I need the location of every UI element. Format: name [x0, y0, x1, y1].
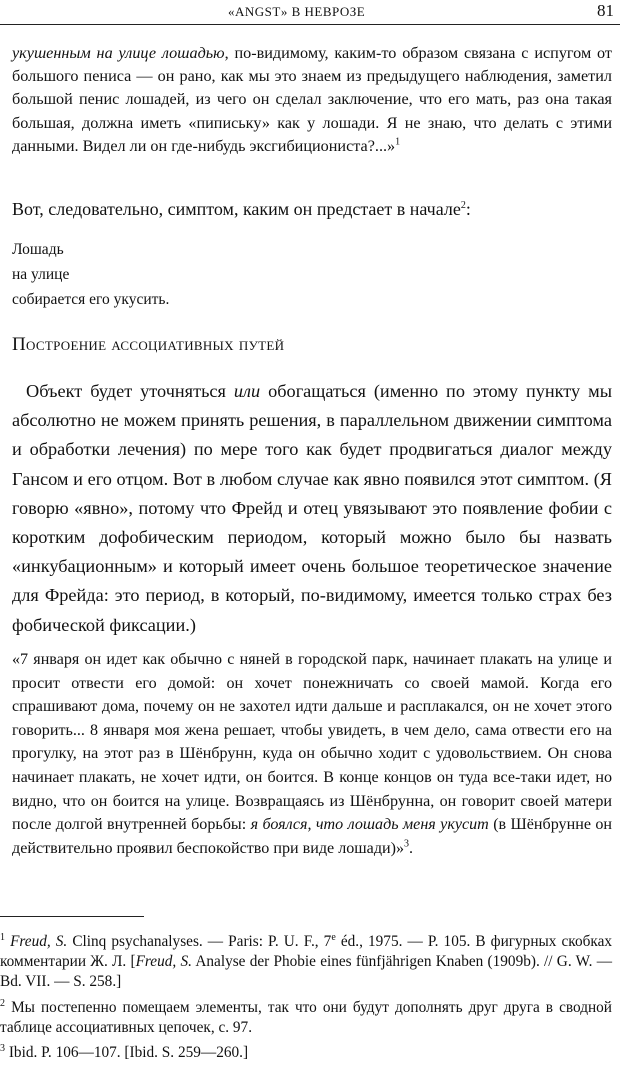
- quote1-text: , по-видимому, каким-то образом связана с испугом от большого пениса — он рано, как мы это знаем из предыдущего наблюдения, заметил большой пенис лошадей, из чего он сделал заключение, что его мать, раз она такая большая, должна иметь «пипиську» как у лошади. Я не знаю, что делать с этими данными. Видел ли он где-нибудь эксгибициониста?...»: [12, 44, 612, 155]
- footnote-text: Analyse der Phobie eines fünfjährigen Knaben (1909b). // G. W. — Bd. VII. — S. 258.]: [0, 953, 613, 990]
- footnote-number: 3: [0, 1042, 5, 1054]
- quote2-end: .: [409, 839, 414, 857]
- footnote-number: 2: [0, 997, 5, 1009]
- body-paragraph: [12, 377, 612, 640]
- footnote-text: éd., 1975. — P. 105. В фигурных скобках комментарии Ж. Л. [: [0, 933, 613, 970]
- footnote-ref-1: 1: [395, 136, 401, 148]
- symptom-list: [12, 237, 612, 312]
- footnote-ref-3: 3: [404, 838, 410, 850]
- footnote-text: Clinq psychanalyses. — Paris: P. U. F., 7: [67, 933, 332, 950]
- section-heading: Построение ассоциативных путей: [12, 334, 285, 355]
- body2-pre: Объект будет уточняться: [26, 381, 234, 401]
- quote-paragraph-2: [12, 648, 612, 860]
- running-header: [0, 0, 620, 26]
- footnote-text: Ibid. P. 106—107. [Ibid. S. 259—260.]: [8, 1044, 249, 1061]
- footnote-author: Freud, S.: [135, 953, 192, 970]
- footnote-rule: [0, 916, 144, 917]
- symptom-line: собирается его укусить.: [12, 291, 170, 308]
- footnote-author: Freud, S.: [10, 933, 68, 950]
- quote2-post: (в Шёнбрунне он действительно проявил беспокойство при виде лошади)»: [12, 816, 613, 857]
- quote1-italic: укушенным на улице лошадью: [12, 44, 225, 62]
- lead-end: :: [465, 199, 471, 219]
- quote2-pre: «7 января он идет как обычно с няней в городской парк, начинает плакать на улице и просит отвести его домой: он хочет понежничать со своей мамой. Когда его спрашивают дома, почему он не захотел идти дальше и расплакался, он не хочет этого говорить... 8 января моя жена решает, чтобы увидеть, в чем дело, сама отвести его на прогулку, на этот раз в Шёнбрунн, куда он обычно ходит с удовольствием. Он снова начинает плакать, не хочет идти, он боится. В конце концов он туда все-таки идет, но видно, что он боится на улице. Возвращаясь из Шёнбрунна, он говорит своей матери после долгой внутренней борьбы:: [12, 651, 612, 834]
- footnote-text: Мы постепенно помещаем элементы, так что они будут дополнять друг друга в сводной таблице ассоциативных цепочек, с. 97.: [0, 999, 612, 1036]
- footnote-1: [0, 932, 612, 992]
- page-number: 81: [597, 1, 614, 20]
- edition-superscript: e: [331, 931, 336, 943]
- body2-italic: или: [233, 381, 261, 401]
- header-rule: [0, 24, 620, 25]
- symptom-line: Лошадь: [12, 241, 64, 258]
- footnote-3: [0, 1043, 612, 1063]
- lead-sentence: [12, 196, 612, 222]
- running-title: «ANGST» В НЕВРОЗЕ: [228, 4, 366, 19]
- symptom-line: на улице: [12, 266, 70, 283]
- footnote-2: [0, 998, 612, 1038]
- quote2-italic: я боялся, что лошадь меня укусит: [250, 816, 489, 834]
- body2-post: обогащаться (именно по этому пункту мы абсолютно не можем принять решения, в параллельном движении симптома и обработки лечения) по мере того как будет продвигаться диалог между Гансом и его отцом. Вот в любом случае как явно появился этот симптом. (Я говорю «явно», потому что Фрейд и отец увязывают это появление фобии с коротким дофобическим периодом, который можно было бы назвать «инкубационным» и который имеет очень большое теоретическое значение для Фрейда: это период, в который, по-видимому, имеется только страх без фобической фиксации.): [12, 381, 612, 635]
- lead-text: Вот, следовательно, симптом, каким он предстает в начале: [12, 199, 461, 219]
- footnote-number: 1: [0, 931, 5, 943]
- footnote-ref-2: 2: [460, 200, 466, 211]
- quote-paragraph-1: [12, 42, 612, 158]
